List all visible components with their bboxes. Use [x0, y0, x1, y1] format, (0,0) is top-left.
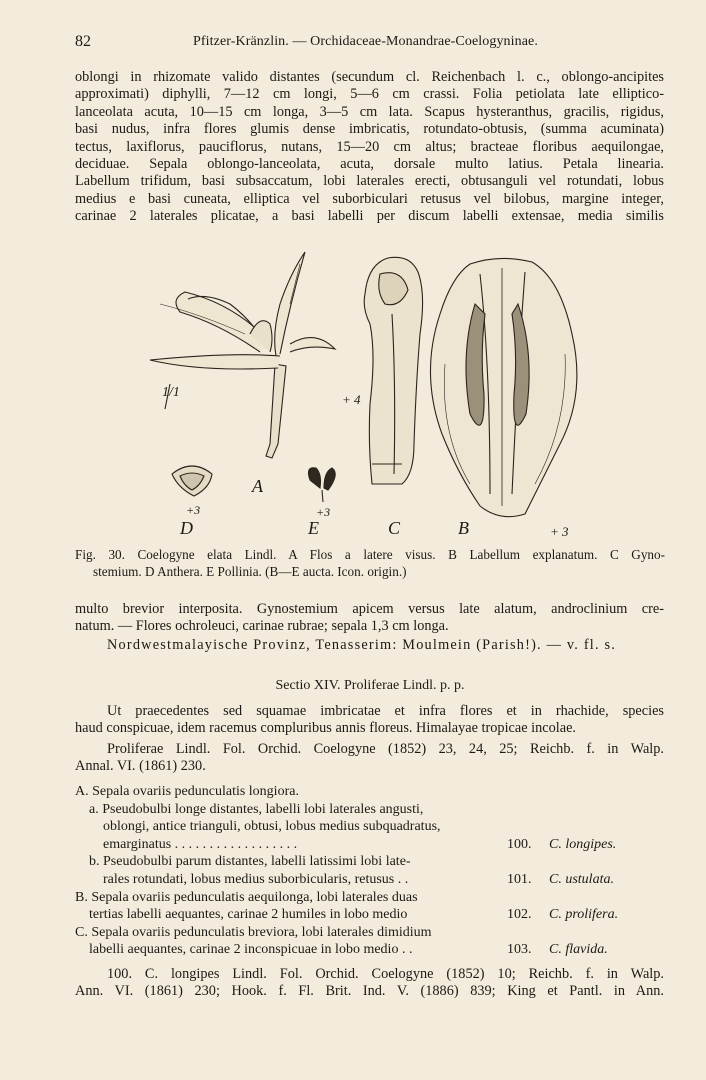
distribution-text: Nordwestmalayische Provinz, Tenasserim: Moulmein (Parish!). — v. fl. s.: [107, 637, 617, 653]
magnification-label-d: +3: [186, 503, 201, 517]
key-row: [75, 836, 665, 854]
figure-caption: [75, 546, 665, 580]
magnification-label-e: +3: [316, 505, 331, 519]
key-row: [75, 906, 665, 924]
text-line: basi nudus, infra flores glumis dense imbricatis, rotundato-obtusis, (summa acuminata): [75, 121, 664, 138]
species-key: [75, 783, 665, 959]
key-text: tertias labelli aequantes, carinae 2 humiles in lobo medio: [75, 907, 408, 923]
text-line: natum. — Flores ochroleuci, carinae rubrae; sepala 1,3 cm longa.: [75, 618, 449, 635]
text-line: Ut praecedentes sed squamae imbricatae et infra flores et in rhachide, species: [107, 703, 664, 719]
key-row: [75, 783, 665, 801]
key-text: emarginatus . . . . . . . . . . . . . . . . . .: [75, 836, 298, 852]
species-name: C. prolifera.: [549, 907, 619, 923]
key-text: A. Sepala ovariis pedunculatis longiora.: [75, 784, 299, 799]
text-line: tectus, laxiflorus, pauciflorus, nutans, 15—20 cm altus; bracteae floribus aequilongae,: [75, 138, 664, 155]
gynostemium-drawing: [364, 257, 422, 484]
key-text: labelli aequantes, carinae 2 inconspicuae in lobo medio . .: [75, 942, 413, 958]
text-line: Annal. VI. (1861) 230.: [75, 758, 206, 775]
page-number: 82: [75, 33, 91, 50]
species-name: C. flavida.: [549, 942, 608, 958]
key-row: [75, 853, 665, 871]
orchid-illustration: [140, 244, 590, 544]
text-line: haud conspicuae, idem racemus compluribus annis floreus. Himalayae tropicae incolae.: [75, 720, 577, 737]
species-number: 102.: [507, 907, 532, 923]
figure-label-b: B: [458, 518, 469, 538]
labellum-drawing: [430, 258, 576, 516]
key-row: [75, 924, 665, 942]
text-line: Labellum trifidum, basi subsaccatum, lobi laterales erecti, obtusanguli vel rotundati, lobus: [75, 173, 664, 190]
key-row: [75, 941, 665, 959]
anther-drawing: [172, 466, 212, 496]
pollinia-drawing: [308, 468, 335, 502]
text-line: medius e basi cuneata, elliptica vel suborbiculari retusus vel bilobus, margine integer,: [75, 190, 664, 207]
species-number: 100.: [507, 836, 532, 852]
species-number: 101.: [507, 871, 532, 887]
species-name: C. ustulata.: [549, 871, 614, 887]
key-row: [75, 871, 665, 889]
flower-side-view-drawing: [150, 252, 335, 458]
continuation-paragraph: [75, 601, 664, 636]
text-line: deciduae. Sepala oblongo-lanceolata, acuta, dorsale multo latius. Petala linearia.: [75, 156, 664, 173]
text-line: oblongi in rhizomate valido distantes (secundum cl. Reichenbach l. c., oblongo-ancipites: [75, 69, 664, 85]
key-text: oblongi, antice trianguli, obtusi, lobus medius subquadratus,: [75, 819, 441, 835]
section-description: [75, 703, 664, 738]
figure-label-d: D: [180, 518, 193, 538]
key-row: [75, 801, 665, 819]
key-text: b. Pseudobulbi parum distantes, labelli latissimi lobi late-: [75, 854, 411, 870]
figure-label-e: E: [308, 518, 319, 538]
species-entry: [75, 966, 664, 1001]
text-line: Proliferae Lindl. Fol. Orchid. Coelogyne (1852) 23, 24, 25; Reichb. f. in Walp.: [107, 741, 664, 757]
key-text: rales rotundati, lobus medius suborbicularis, retusus . .: [75, 871, 409, 887]
text-line: multo brevior interposita. Gynostemium apicem versus late alatum, androclinium cre-: [75, 601, 664, 617]
species-name: C. longipes.: [549, 836, 617, 852]
magnification-label-c: + 4: [342, 392, 361, 407]
text-line: carinae 2 laterales plicatae, a basi labelli per discum labelli extensae, media similis: [75, 208, 664, 225]
key-text: B. Sepala ovariis pedunculatis aequilonga, lobi laterales duas: [75, 889, 418, 905]
distribution-line: [75, 637, 664, 654]
text-line: approximati) diphylli, 7—12 cm longi, 5—6 cm crassi. Folia petiolata late elliptico-: [75, 86, 664, 103]
key-row: [75, 889, 665, 907]
text-line: 100. C. longipes Lindl. Fol. Orchid. Coelogyne (1852) 10; Reichb. f. in Walp.: [107, 966, 664, 982]
species-number: 103.: [507, 942, 532, 958]
description-paragraph: [75, 69, 664, 226]
text-line: Ann. VI. (1861) 230; Hook. f. Fl. Brit. Ind. V. (1886) 839; King et Pantl. in Ann.: [75, 983, 664, 1000]
running-title: Pfitzer-Kränzlin. — Orchidaceae-Monandrae-Coelogyninae.: [193, 34, 538, 49]
section-heading: Sectio XIV. Proliferae Lindl. p. p.: [275, 678, 465, 693]
figure-label-c: C: [388, 518, 401, 538]
caption-line: Fig. 30. Coelogyne elata Lindl. A Flos a latere visus. B Labellum explanatum. C Gyno-: [75, 547, 665, 562]
key-row: [75, 818, 665, 836]
key-text: C. Sepala ovariis pedunculatis breviora, lobi laterales dimidium: [75, 924, 432, 940]
scale-label-a: 1/1: [162, 385, 180, 400]
figure-label-a: A: [252, 476, 263, 496]
caption-line: stemium. D Anthera. E Pollinia. (B—E aucta. Icon. origin.): [93, 564, 407, 579]
text-line: lanceolata acuta, 10—15 cm longa, 3—5 cm lata. Scapus hysteranthus, gracilis, rigidus,: [75, 103, 664, 120]
key-text: a. Pseudobulbi longe distantes, labelli lobi laterales angusti,: [75, 801, 424, 817]
section-reference: [75, 741, 664, 776]
magnification-label-b: + 3: [550, 524, 569, 539]
